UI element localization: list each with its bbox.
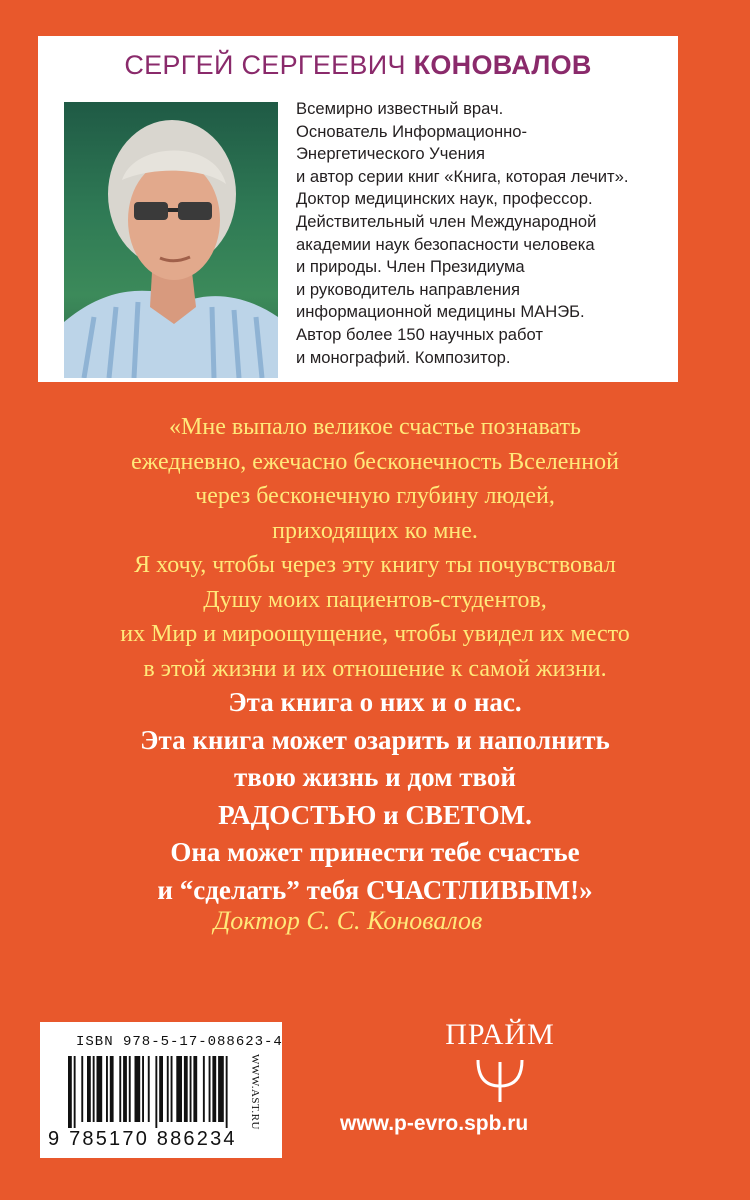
publisher-side-url: WWW.AST.RU (249, 1054, 261, 1130)
emphasis-line: Эта книга о них и о нас. (228, 687, 522, 717)
barcode-bar (218, 1056, 224, 1122)
bio-line: Автор более 150 научных работ (296, 324, 543, 344)
bio-line: Основатель Информационно- (296, 121, 528, 141)
barcode-bar (184, 1056, 188, 1122)
barcode-digits: 9 785170 886234 (48, 1128, 237, 1150)
barcode-bar (129, 1056, 131, 1122)
emphasis-line: и “сделать” тебя СЧАСТЛИВЫМ!» (157, 874, 593, 905)
isbn-label: ISBN 978-5-17-088623-4 (76, 1034, 283, 1050)
quote-line: ежедневно, ежечасно бесконечность Вселенной (131, 448, 619, 475)
barcode-bar (97, 1056, 103, 1122)
bio-line: и руководитель направления (296, 279, 520, 299)
author-quote (0, 410, 750, 686)
barcode-bar (209, 1056, 211, 1122)
quote-line: Душу моих пациентов-студентов, (203, 586, 547, 613)
barcode-bar (123, 1056, 127, 1122)
emphasis-line: Она может принести тебе счастье (170, 837, 580, 868)
psi-logo-icon (470, 1056, 530, 1106)
barcode-bar (74, 1056, 76, 1128)
barcode-bar (87, 1056, 91, 1122)
quote-line: их Мир и мироощущение, чтобы увидел их место (120, 621, 630, 647)
barcode-bar (106, 1056, 108, 1122)
barcode-bar (193, 1056, 197, 1122)
barcode-bar (171, 1056, 173, 1122)
barcode-bar (167, 1056, 169, 1122)
barcode-bar (148, 1056, 150, 1122)
author-name (38, 50, 678, 81)
author-name-regular: СЕРГЕЙ СЕРГЕЕВИЧ (124, 50, 406, 80)
author-photo (64, 102, 278, 378)
barcode-bar (159, 1056, 163, 1122)
barcode-bar (68, 1056, 72, 1128)
signature: Доктор С. С. Коновалов (213, 906, 483, 935)
barcode-bar (135, 1056, 141, 1122)
bio-line: Энергетического Учения (296, 144, 485, 164)
quote-line: «Мне выпало великое счастье познавать (169, 414, 581, 440)
quote-line: Я хочу, чтобы через эту книгу ты почувствовал (134, 552, 616, 578)
quote-line: приходящих ко мне. (272, 517, 478, 544)
bio-line: Всемирно известный врач. (296, 99, 504, 118)
bio-line: Действительный член Международной (296, 211, 597, 231)
barcode-bar (119, 1056, 121, 1122)
author-name-bold: КОНОВАЛОВ (413, 50, 592, 80)
bio-line: академии наук безопасности человека (296, 234, 595, 254)
author-bio (296, 98, 676, 369)
author-panel (38, 36, 678, 382)
barcode-bar (93, 1056, 95, 1122)
author-portrait-image (64, 102, 278, 378)
bio-line: Доктор медицинских наук, профессор. (296, 189, 593, 209)
barcode-bar (226, 1056, 228, 1128)
emphasis-text (0, 684, 750, 910)
barcode-bar (155, 1056, 157, 1128)
barcode-bar (212, 1056, 216, 1122)
publisher-website: www.p-evro.spb.ru (340, 1112, 529, 1135)
barcode-bar (176, 1056, 182, 1122)
barcode-bar (203, 1056, 205, 1122)
emphasis-line: твою жизнь и дом твой (234, 762, 516, 793)
bio-line: и автор серии книг «Книга, которая лечит». (296, 166, 629, 186)
barcode-bar (81, 1056, 83, 1122)
bio-line: и монографий. Композитор. (296, 347, 511, 367)
barcode-bar (190, 1056, 192, 1122)
quote-line: в этой жизни и их отношение к самой жизни. (143, 655, 607, 682)
emphasis-line: Эта книга может озарить и наполнить (140, 724, 610, 755)
quote-line: через бесконечную глубину людей, (195, 483, 555, 509)
barcode-bars (66, 1056, 266, 1128)
barcode-bar (142, 1056, 144, 1122)
emphasis-line: РАДОСТЬЮ и СВЕТОМ. (218, 799, 532, 830)
barcode-bar (110, 1056, 114, 1122)
bio-line: информационной медицины МАНЭБ. (296, 302, 585, 322)
bio-line: и природы. Член Президиума (296, 257, 525, 277)
barcode-block (40, 1022, 282, 1158)
publisher-name: ПРАЙМ (445, 1018, 555, 1051)
